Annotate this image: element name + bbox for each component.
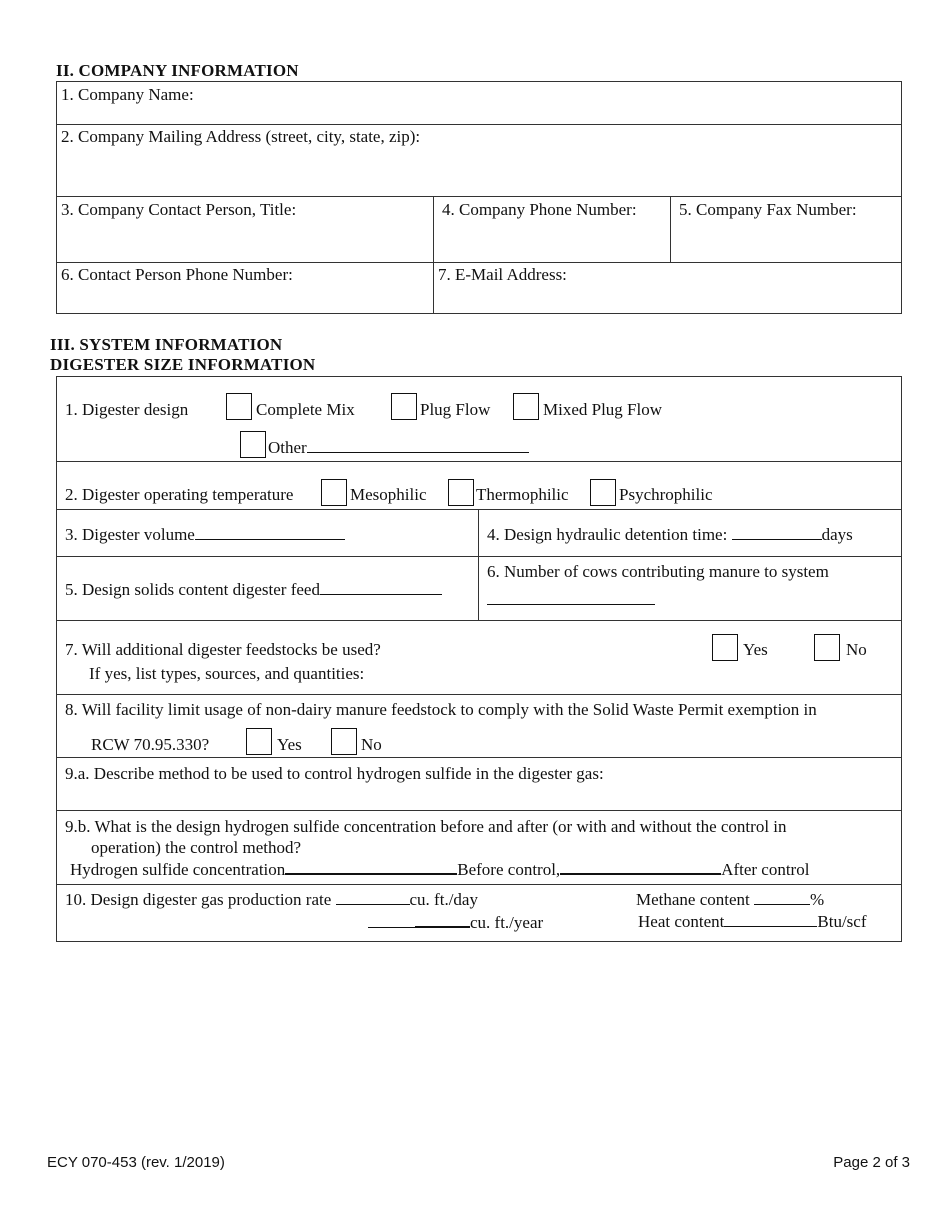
section-3-subtitle: DIGESTER SIZE INFORMATION [50,355,316,374]
mailing-address-field[interactable] [57,148,900,194]
company-fax-label: 5. Company Fax Number: [679,200,857,219]
h2s-before-line[interactable] [285,859,457,875]
other-design-line[interactable] [307,438,529,453]
q7-yes-checkbox[interactable] [712,634,738,661]
contact-phone-label: 6. Contact Person Phone Number: [61,265,293,284]
q1-label: 1. Digester design [65,400,189,419]
plug-flow-label: Plug Flow [420,400,491,419]
other-design-checkbox[interactable] [240,431,266,458]
gas-rate-day-line[interactable] [336,890,410,905]
divider [56,196,902,197]
methane-row: Methane content % [636,890,825,909]
mixed-plug-flow-label: Mixed Plug Flow [543,400,663,419]
contact-phone-field[interactable] [57,287,431,312]
q8-label-2: RCW 70.95.330? [91,735,210,754]
complete-mix-checkbox[interactable] [226,393,252,420]
q8-no-checkbox[interactable] [331,728,357,755]
gas-rate-year-line-b[interactable] [415,912,470,928]
q8-yes-label: Yes [277,735,302,754]
company-fax-field[interactable] [671,222,900,260]
q10-year-row: cu. ft./year [368,912,543,933]
solids-content-line[interactable] [320,580,442,595]
company-phone-label: 4. Company Phone Number: [442,200,637,219]
heat-row: Heat content Btu/scf [638,912,867,931]
contact-person-label: 3. Company Contact Person, Title: [61,200,297,219]
q3-label: 3. Digester volume [65,525,345,545]
thermophilic-checkbox[interactable] [448,479,474,506]
q9b-label-2: operation) the control method? [91,838,302,857]
q6-label: 6. Number of cows contributing manure to system [487,562,829,581]
other-design-label: Other [268,438,529,458]
q4-label: 4. Design hydraulic detention time: days [487,525,853,544]
divider [56,810,902,811]
q9b-concentration-row: Hydrogen sulfide concentration Before control, After control [70,860,810,879]
q9b-label: 9.b. What is the design hydrogen sulfide concentration before and after (or with and without the control in [65,817,787,836]
form-id: ECY 070-453 (rev. 1/2019) [47,1154,225,1171]
digester-volume-line[interactable] [195,525,345,540]
q7-yes-label: Yes [743,640,768,659]
q9a-answer-field[interactable] [57,785,900,809]
q6-answer [487,590,655,610]
gas-rate-year-line-a[interactable] [368,913,415,928]
divider [56,757,902,758]
thermophilic-label: Thermophilic [476,485,569,504]
q8-yes-checkbox[interactable] [246,728,272,755]
detention-time-line[interactable] [732,525,822,540]
divider [56,509,902,510]
q9a-label: 9.a. Describe method to be used to control hydrogen sulfide in the digester gas: [65,764,604,783]
section-3-title: III. SYSTEM INFORMATION [50,335,283,354]
q5-label: 5. Design solids content digester feed [65,580,442,600]
section-2-title: II. COMPANY INFORMATION [56,61,299,80]
page-number: Page 2 of 3 [833,1154,910,1171]
divider [56,461,902,462]
mesophilic-checkbox[interactable] [321,479,347,506]
plug-flow-checkbox[interactable] [391,393,417,420]
mixed-plug-flow-checkbox[interactable] [513,393,539,420]
psychrophilic-checkbox[interactable] [590,479,616,506]
divider [56,694,902,695]
email-label: 7. E-Mail Address: [438,265,567,284]
contact-person-field[interactable] [57,222,431,260]
psychrophilic-label: Psychrophilic [619,485,713,504]
mailing-address-label: 2. Company Mailing Address (street, city, state, zip): [61,127,421,146]
mesophilic-label: Mesophilic [350,485,427,504]
divider [56,556,902,557]
divider [56,884,902,885]
divider [56,620,902,621]
divider [56,262,902,263]
q7-sublabel: If yes, list types, sources, and quantities: [89,664,365,683]
complete-mix-label: Complete Mix [256,400,355,419]
q7-no-checkbox[interactable] [814,634,840,661]
q7-label: 7. Will additional digester feedstocks be used? [65,640,381,659]
q2-label: 2. Digester operating temperature [65,485,294,504]
h2s-after-line[interactable] [560,859,721,875]
email-field[interactable] [434,287,900,312]
divider [478,509,479,620]
q7-no-label: No [846,640,867,659]
methane-content-line[interactable] [754,890,810,905]
company-name-label: 1. Company Name: [61,85,194,104]
heat-content-line[interactable] [724,912,817,927]
q8-no-label: No [361,735,382,754]
company-phone-field[interactable] [434,222,668,260]
company-name-field[interactable] [57,104,900,123]
cow-count-line[interactable] [487,590,655,605]
divider [56,124,902,125]
q8-label: 8. Will facility limit usage of non-dairy manure feedstock to comply with the Solid Waste Permit exemption in [65,700,817,719]
q10-label: 10. Design digester gas production rate cu. ft./day [65,890,478,909]
